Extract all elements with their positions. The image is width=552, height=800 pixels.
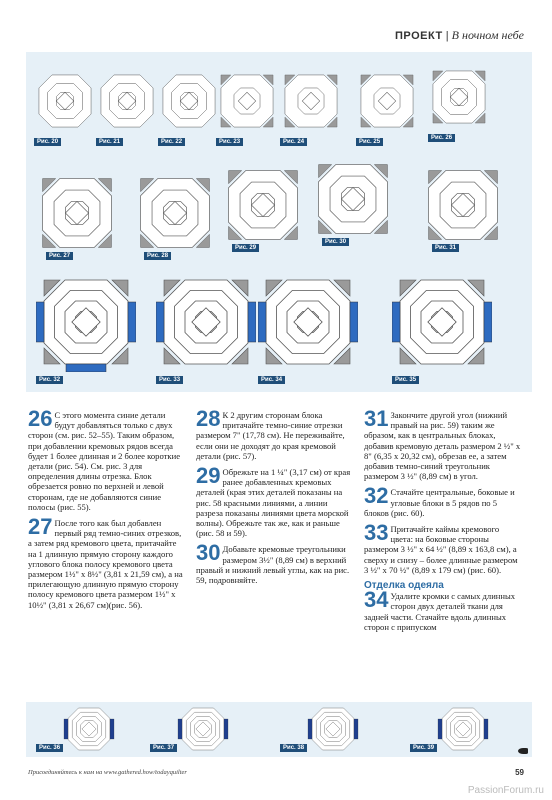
- figure-diagram: [258, 272, 358, 372]
- figure-diagram: [356, 70, 418, 132]
- section-label: ПРОЕКТ: [394, 30, 443, 42]
- figure-diagram: [158, 70, 220, 132]
- figure-caption: Рис. 22: [158, 138, 185, 146]
- figure-caption: Рис. 25: [356, 138, 383, 146]
- figure-caption: Рис. 30: [322, 238, 349, 246]
- page-header: ПРОЕКТ | В ночном небе: [394, 28, 524, 42]
- footer-note: Присоединяйтесь к нам на www.gathered.how/todayquilter: [28, 769, 187, 776]
- figure-caption: Рис. 29: [232, 244, 259, 252]
- step-34: 34 Удалите кромки с самых длинных сторон двух деталей ткани для задней части. Стачайте вдоль длинных сторон с припуском: [364, 591, 516, 632]
- column-3: [364, 410, 522, 638]
- step-26: 26 С этого момента синие детали будут добавляться только с двух сторон (см. рис. 52–55). Таким образом, при добавлении кремовых рядов всегда будет 1 более длинная и 2 более короткие детали (рис. 54). См. рис. 3 для определения длины отрезка. Блок обрезается ровно по верхней и левой сторонам, где не добавляются синие полосы (рис. 55).: [28, 410, 181, 512]
- figure-caption: Рис. 21: [96, 138, 123, 146]
- fish-icon: [518, 748, 528, 754]
- watermark: PassionForum.ru: [467, 785, 544, 796]
- bottom-diagram-panel: [26, 702, 532, 757]
- figure-diagram: [96, 70, 158, 132]
- step-31: 31 Закончите другой угол (нижний правый на рис. 59) таким же образом, как в центральных блоках, добавив кремовую деталь размером 2 ½" x 8" (6,35 x 20,32 см), обрезав ее, а затем добавив темно-синий треугольник размером 3 ½" (8,89 см) в угол.: [364, 410, 521, 482]
- figure-caption: Рис. 26: [428, 134, 455, 142]
- project-title: В ночном небе: [451, 28, 524, 42]
- figure-caption: Рис. 34: [258, 376, 285, 384]
- step-29: 29 Обрежьте на 1 ¼" (3,17 см) от края ранее добавленных кремовых деталей (края этих деталей показаны на рис. 58 красными линиями, а линии разреза показаны линиями цвета морской волны). Обрежьте так же, как и раньше (рис. 58 и 59).: [196, 467, 351, 539]
- figure-diagram: [222, 164, 304, 246]
- finishing-subhead: Отделка одеяла: [364, 580, 444, 592]
- column-2: [196, 410, 354, 591]
- figure-diagram: [156, 272, 256, 372]
- figure-caption: Рис. 28: [144, 252, 171, 260]
- figure-caption: Рис. 32: [36, 376, 63, 384]
- step-32: 32 Стачайте центральные, боковые и угловые блоки в 5 рядов по 5 блоков (рис. 60).: [364, 487, 515, 518]
- figure-diagram: [422, 164, 504, 246]
- figure-caption: Рис. 27: [46, 252, 73, 260]
- column-1: [28, 410, 186, 616]
- diagram-panel: [26, 52, 532, 392]
- figure-caption: Рис. 35: [392, 376, 419, 384]
- step-33: 33 Притачайте каймы кремового цвета: на боковые стороны размером 3 ½" x 64 ½" (8,89 x 163,8 см), а сверху и снизу – более длинные размером 3 ½" x 70 ½" (8,89 x 179 см) (рис. 60).: [364, 524, 518, 575]
- figure-diagram: [36, 272, 136, 372]
- figure-caption: Рис. 38: [280, 744, 307, 752]
- figure-diagram: [36, 172, 118, 254]
- figure-diagram: [312, 158, 394, 240]
- step-27: 27 После того как был добавлен первый ряд темно-синих отрезков, а затем ряд кремового цвета, притачайте на 1 длинную прямую сторону каждого углового блока полосу кремового цвета размером 1½" x 8½" (3,81 x 21,59 см), а на прилегающую длинную прямую сторону полосу кремового цвета размером 1½" x 10½" (3,81 x 26,67 см)(рис. 56).: [28, 518, 183, 610]
- figure-diagram: [134, 172, 216, 254]
- figure-caption: Рис. 24: [280, 138, 307, 146]
- figure-caption: Рис. 23: [216, 138, 243, 146]
- figure-caption: Рис. 33: [156, 376, 183, 384]
- page-number: 59: [515, 768, 524, 777]
- figure-caption: Рис. 37: [150, 744, 177, 752]
- figure-diagram: [34, 70, 96, 132]
- figure-caption: Рис. 20: [34, 138, 61, 146]
- step-28: 28 К 2 другим сторонам блока притачайте темно-синие отрезки размером 7" (17,78 см). Не переживайте, если они не доходят до края кремовой детали (рис. 57).: [196, 410, 345, 461]
- figure-caption: Рис. 36: [36, 744, 63, 752]
- figure-diagram: [428, 66, 490, 128]
- figure-diagram: [216, 70, 278, 132]
- figure-diagram: [392, 272, 492, 372]
- figure-caption: Рис. 39: [410, 744, 437, 752]
- figure-caption: Рис. 31: [432, 244, 459, 252]
- step-30: 30 Добавьте кремовые треугольники размером 3½" (8,89 см) в верхний правый и нижний левый углы, как на рис. 59, подровняйте.: [196, 544, 350, 586]
- figure-diagram: [280, 70, 342, 132]
